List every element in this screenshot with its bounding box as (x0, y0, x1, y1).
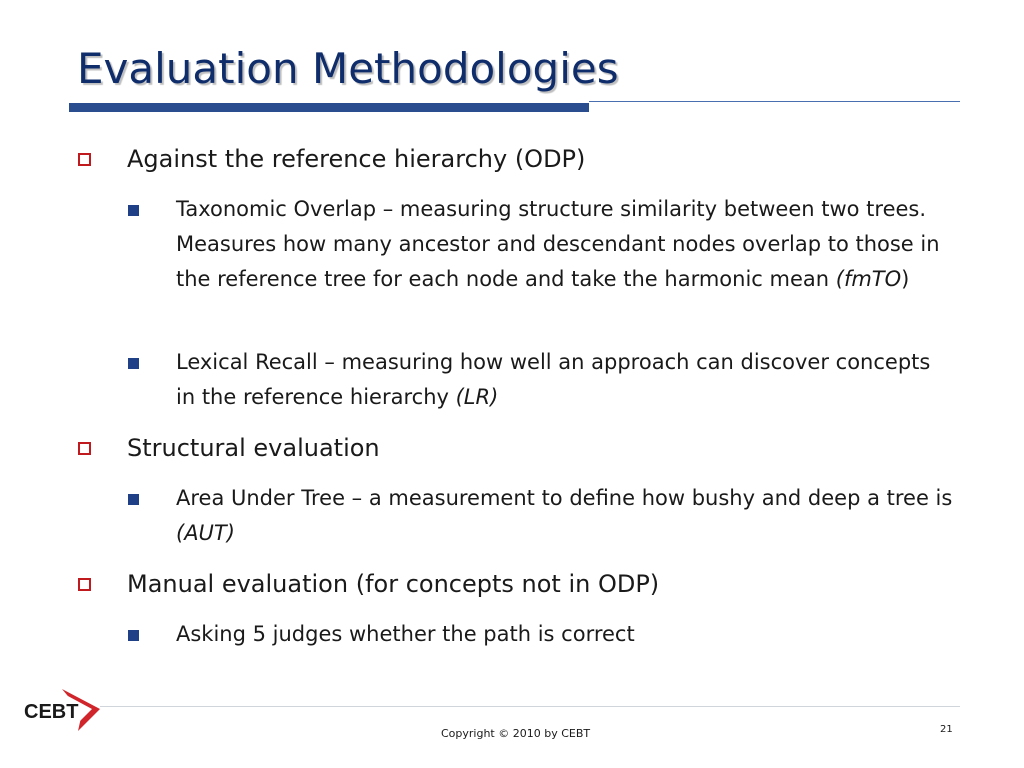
sub-bullet-text (176, 481, 956, 551)
sub-bullet-text (176, 192, 956, 297)
sub-bullet-body: Asking 5 judges whether the path is correct (176, 622, 635, 646)
filled-square-bullet-icon (128, 358, 139, 369)
title-underline-thick (69, 103, 589, 112)
logo-text: CEBT (24, 701, 79, 723)
sub-bullet-body: Area Under Tree – a measurement to define how bushy and deep a tree is (176, 486, 953, 510)
slide-title: Evaluation Methodologies (77, 44, 619, 93)
sub-bullet-abbrev: (AUT) (176, 521, 235, 545)
hollow-square-bullet-icon (78, 442, 91, 455)
filled-square-bullet-icon (128, 630, 139, 641)
title-underline-thin (589, 101, 960, 102)
sub-bullet-abbrev: (fmTO (835, 267, 902, 291)
bullet-text: Manual evaluation (for concepts not in ODP) (127, 570, 660, 598)
sub-bullet-tail: ) (901, 267, 910, 291)
sub-bullet-text (176, 345, 956, 415)
filled-square-bullet-icon (128, 205, 139, 216)
bullet-text: Structural evaluation (127, 434, 380, 462)
footer-divider (100, 706, 960, 707)
bullet-text: Against the reference hierarchy (ODP) (127, 145, 586, 173)
hollow-square-bullet-icon (78, 153, 91, 166)
sub-bullet-body: Taxonomic Overlap – measuring structure similarity between two trees. Measures how many ancestor and descendant nodes overlap to those in the reference tree for each node and take the harmonic mean (176, 197, 940, 291)
filled-square-bullet-icon (128, 494, 139, 505)
cebt-logo (22, 687, 102, 733)
sub-bullet-abbrev: (LR) (455, 385, 499, 409)
sub-bullet-text (176, 617, 956, 652)
copyright-text: Copyright © 2010 by CEBT (441, 727, 591, 740)
page-number: 21 (940, 724, 953, 735)
hollow-square-bullet-icon (78, 578, 91, 591)
sub-bullet-body: Lexical Recall – measuring how well an approach can discover concepts in the reference hierarchy (176, 350, 931, 409)
